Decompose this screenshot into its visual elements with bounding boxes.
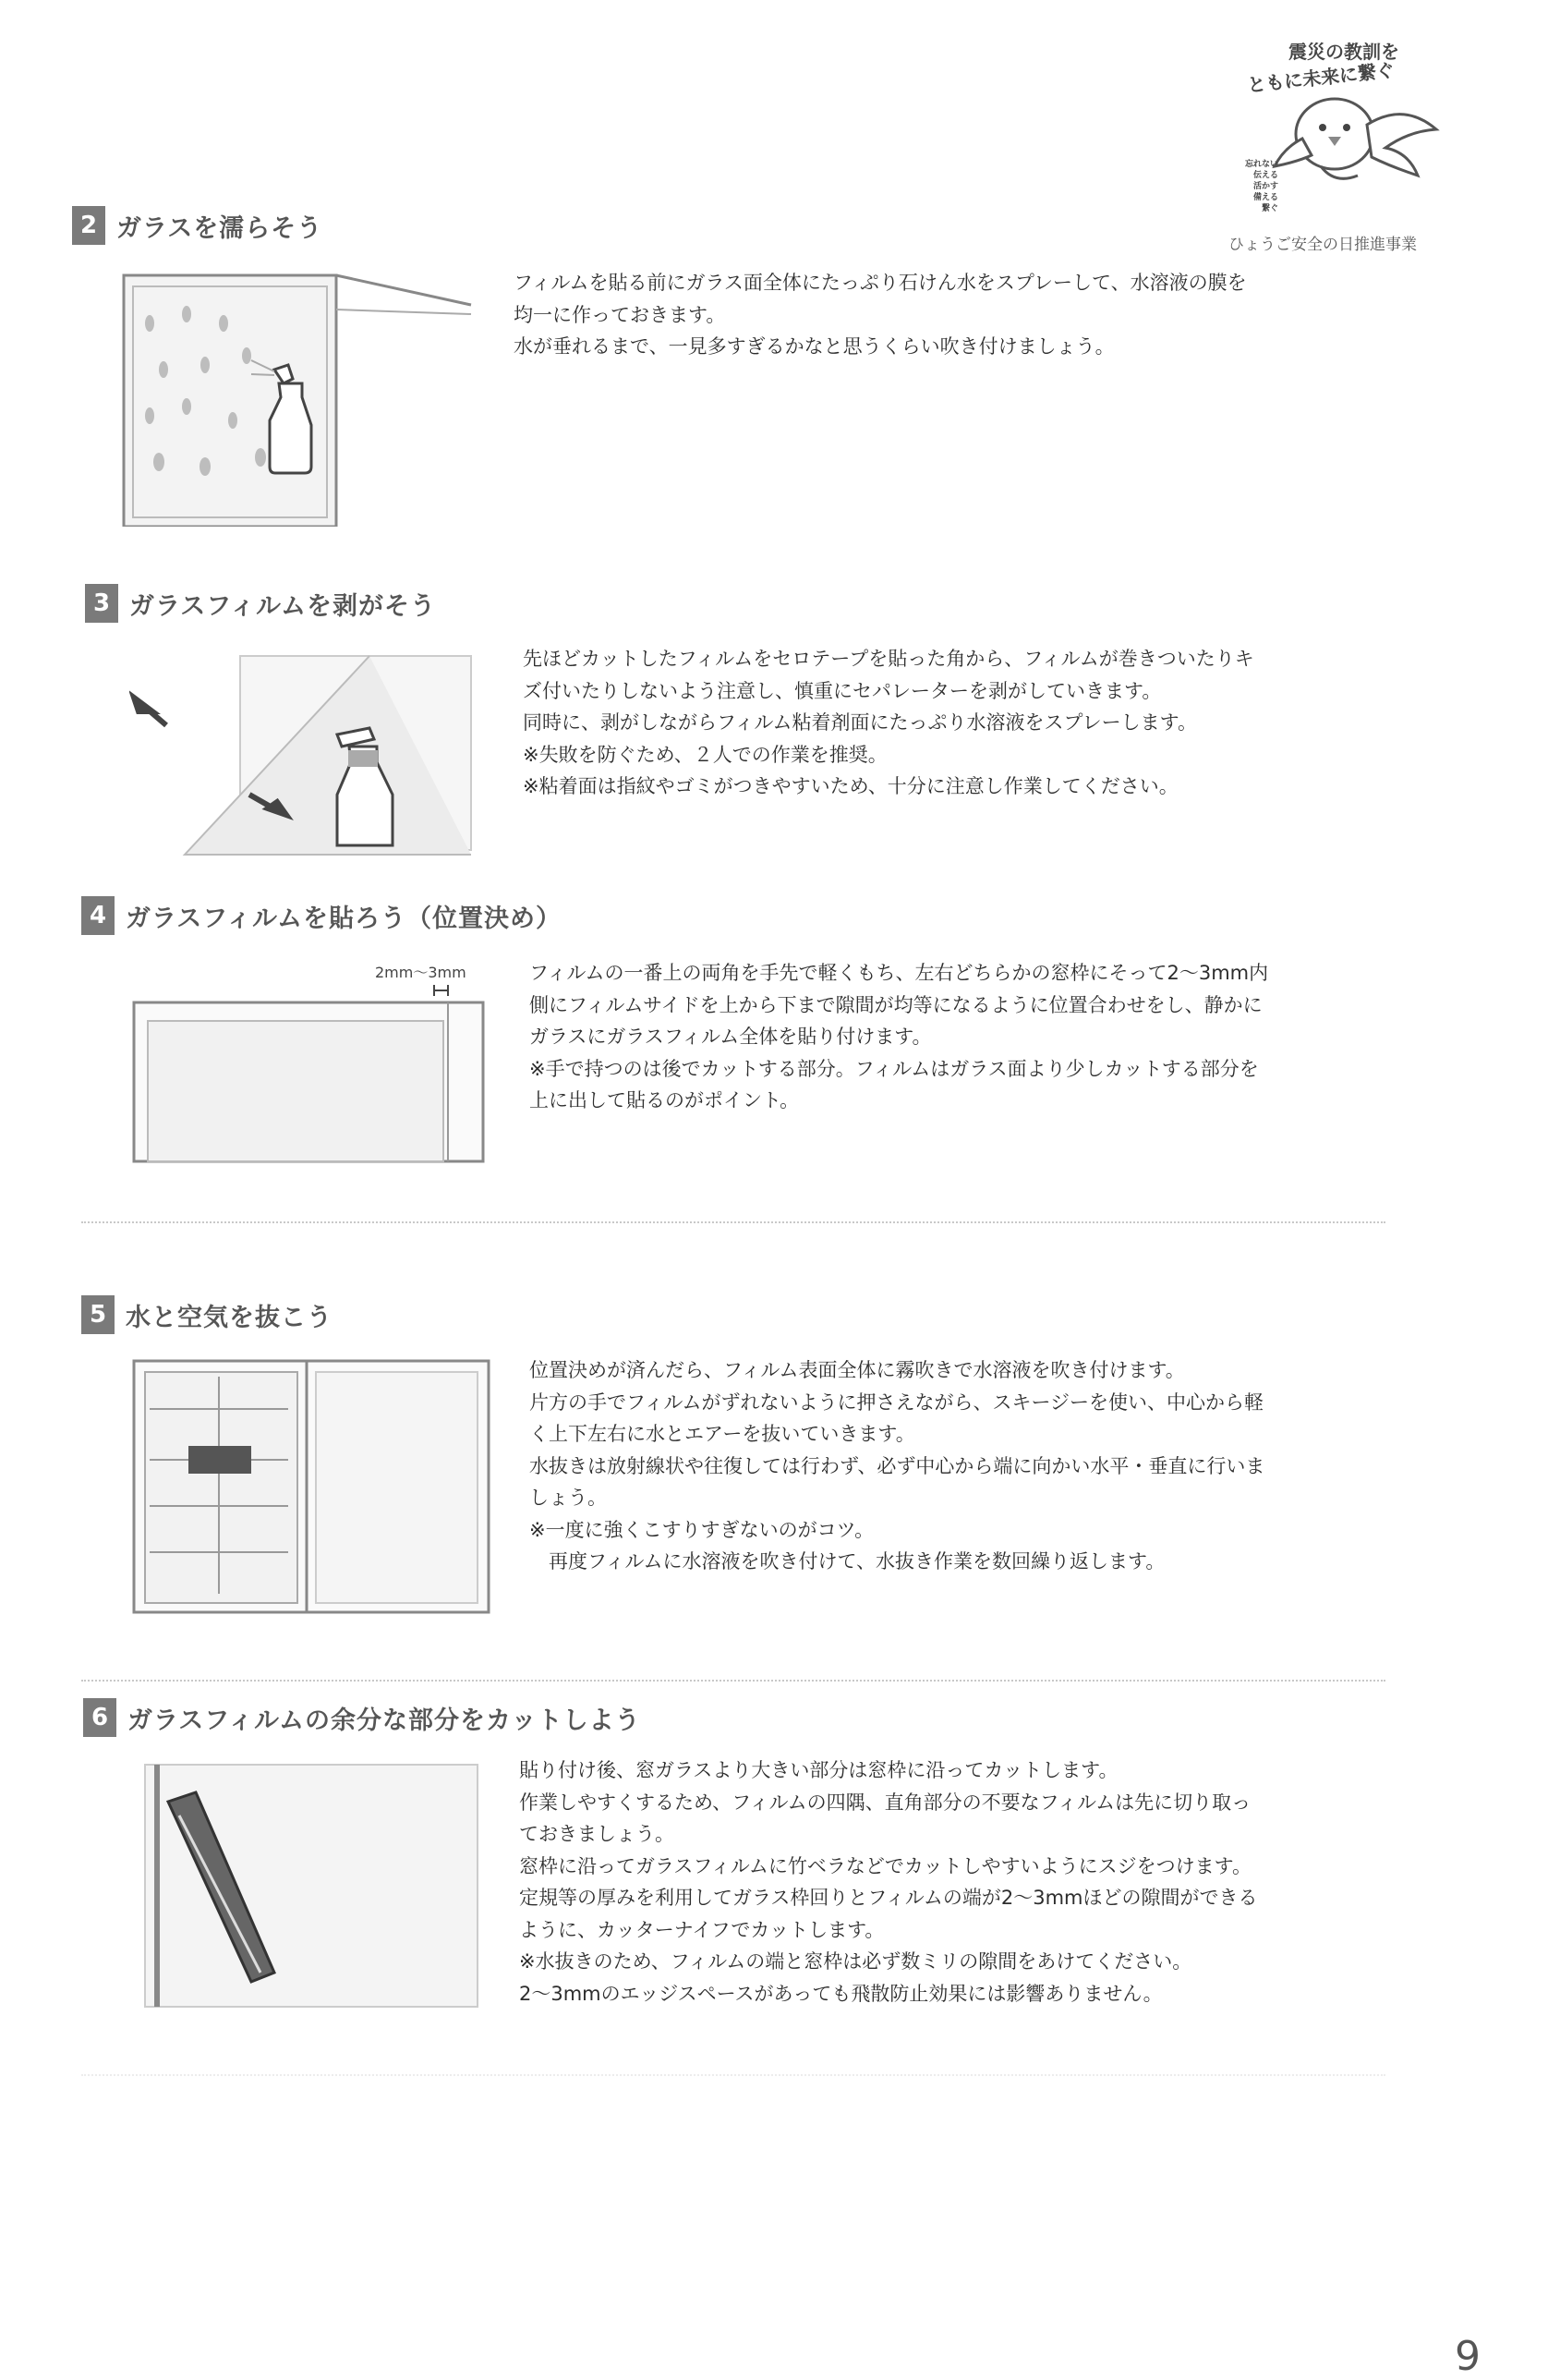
text-line: 同時に、剥がしながらフィルム粘着剤面にたっぷり水溶液をスプレーします。: [523, 711, 1197, 734]
window-spray-illustration: [122, 268, 473, 527]
text-line: ておきましょう。: [519, 1823, 674, 1845]
step-number: 5: [81, 1295, 115, 1334]
logo-verb: 繋ぐ: [1261, 204, 1278, 213]
step-title: ガラスを濡らそう: [116, 213, 323, 243]
text-line: 側にフィルムサイドを上から下まで隙間が均等になるように位置合わせをし、静かに: [529, 993, 1263, 1016]
step-number: 4: [81, 896, 115, 935]
arrow-up-left-icon: [134, 698, 166, 725]
logo-verb: 活かす: [1252, 182, 1278, 191]
text-line: 位置決めが済んだら、フィルム表面全体に霧吹きで水溶液を吹き付けます。: [529, 1359, 1185, 1381]
step-title: 水と空気を抜こう: [126, 1303, 333, 1332]
text-line: しょう。: [529, 1487, 607, 1509]
text-line: 貼り付け後、窓ガラスより大きい部分は窓枠に沿ってカットします。: [519, 1759, 1119, 1781]
squeegee-icon: [188, 1446, 251, 1474]
text-line: ※水抜きのため、フィルムの端と窓枠は必ず数ミリの隙間をあけてください。: [519, 1950, 1192, 1973]
text-line: ズ付いたりしないよう注意し、慎重にセパレーターを剥がしていきます。: [523, 679, 1162, 702]
text-line: 片方の手でフィルムがずれないように押さえながら、スキージーを使い、中心から軽: [529, 1390, 1264, 1414]
step-title: ガラスフィルムを貼ろう（位置決め）: [126, 904, 562, 933]
step-number: 2: [72, 206, 105, 245]
text-line: く上下左右に水とエアーを抜いていきます。: [529, 1423, 915, 1445]
text-line: ※失敗を防ぐため、２人での作業を推奨。: [523, 743, 888, 766]
text-line: ※一度に強くこすりすぎないのがコツ。: [529, 1518, 875, 1541]
step-2-heading: [72, 206, 322, 245]
step-title: ガラスフィルムの余分な部分をカットしよう: [127, 1706, 641, 1735]
step-6-text: [519, 1755, 1257, 2010]
film-peel-illustration: [129, 647, 480, 859]
step-title: ガラスフィルムを剥がそう: [129, 591, 436, 621]
logo-verbs: [1223, 159, 1278, 214]
logo-verb: 伝える: [1252, 171, 1278, 180]
section-divider: [81, 1680, 1385, 1682]
step-number: 3: [85, 584, 118, 623]
text-line: 先ほどカットしたフィルムをセロテープを貼った角から、フィルムが巻きついたりキ: [523, 648, 1254, 670]
section-divider: [81, 2074, 1385, 2076]
text-line: 水が垂れるまで、一見多すぎるかなと思うくらい吹き付けましょう。: [514, 335, 1115, 358]
text-line: 2～3mmのエッジスペースがあっても飛散防止効果には影響ありません。: [519, 1982, 1163, 2005]
squeegee-illustration: [131, 1358, 491, 1617]
safety-day-logo: [1219, 28, 1459, 259]
logo-slogan-2: ともに未来に繋ぐ: [1246, 58, 1396, 97]
logo-slogan-1: 震災の教訓を: [1288, 41, 1399, 63]
page-number: 9: [1455, 2333, 1481, 2380]
text-line: 作業しやすくするため、フィルムの四隅、直角部分の不要なフィルムは先に切り取っ: [519, 1791, 1252, 1814]
step-6-heading: [83, 1698, 641, 1737]
step-3-heading: [85, 584, 436, 623]
logo-verb: 忘れない: [1244, 160, 1278, 169]
logo-verb: 備える: [1252, 193, 1278, 202]
gap-label: 2mm～3mm: [375, 964, 466, 981]
text-line: 再度フィルムに水溶液を吹き付けて、水抜き作業を数回繰り返します。: [529, 1550, 1166, 1572]
text-line: ガラスにガラスフィルム全体を貼り付けます。: [529, 1026, 932, 1048]
text-line: 窓枠に沿ってガラスフィルムに竹ベラなどでカットしやすいようにスジをつけます。: [519, 1854, 1252, 1877]
text-line: ※手で持つのは後でカットする部分。フィルムはガラス面より少しカットする部分を: [529, 1057, 1259, 1080]
film-position-illustration: [129, 979, 490, 1164]
logo-tagline: ひょうご安全の日推進事業: [1228, 236, 1417, 254]
text-line: フィルムの一番上の両角を手先で軽くもち、左右どちらかの窓枠にそって2～3mm内: [529, 962, 1269, 984]
text-line: 定規等の厚みを利用してガラス枠回りとフィルムの端が2～3mmほどの隙間ができる: [519, 1887, 1258, 1909]
film-cut-illustration: [131, 1760, 482, 2010]
step-5-heading: [81, 1295, 333, 1334]
text-line: 上に出して貼るのがポイント。: [529, 1089, 800, 1111]
step-5-text: [529, 1354, 1264, 1578]
text-line: 水抜きは放射線状や往復しては行わず、必ず中心から端に向かい水平・垂直に行いま: [529, 1454, 1265, 1477]
step-4-text: [529, 957, 1268, 1117]
step-number: 6: [83, 1698, 116, 1737]
text-line: フィルムを貼る前にガラス面全体にたっぷり石けん水をスプレーして、水溶液の膜を: [514, 272, 1247, 294]
step-2-text: [514, 267, 1247, 363]
text-line: 均一に作っておきます。: [514, 303, 726, 326]
step-3-text: [523, 643, 1254, 803]
section-divider: [81, 1221, 1385, 1223]
text-line: ように、カッターナイフでカットします。: [519, 1918, 885, 1941]
text-line: ※粘着面は指紋やゴミがつきやすいため、十分に注意し作業してください。: [523, 775, 1179, 797]
step-4-heading: [81, 896, 562, 935]
